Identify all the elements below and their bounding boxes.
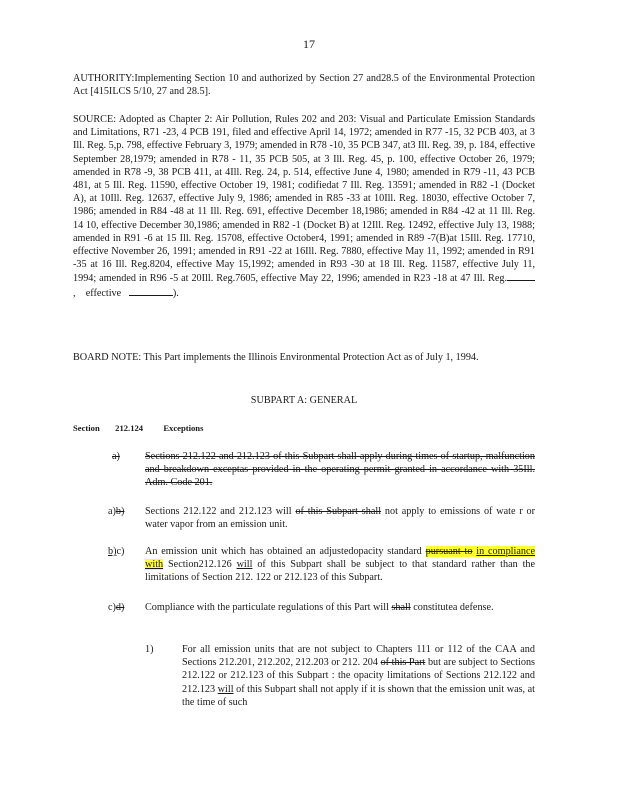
item-c-label-old: c) bbox=[116, 546, 125, 557]
item-a-label: a) bbox=[112, 451, 120, 462]
section-title: Exceptions bbox=[163, 423, 204, 433]
source-effective: effective bbox=[85, 287, 122, 299]
item-1-label: 1) bbox=[145, 644, 154, 655]
item-d-strike: shall bbox=[391, 602, 411, 613]
authority-paragraph: AUTHORITY:Implementing Section 10 and authorized by Section 27 and28.5 of the Environmental Protection Act [415ILCS 5/10, 27 and 28.5]. bbox=[73, 73, 535, 98]
item-d-label-old: d) bbox=[115, 602, 125, 613]
item-d-text-1: Compliance with the particulate regulations of this Part will bbox=[145, 602, 389, 613]
item-d-text bbox=[145, 601, 535, 614]
item-1-text-3: of this Subpart shall not apply if it is shown that the emission unit was, at the time of such bbox=[182, 683, 536, 708]
item-c-text-3: of this Subpart shall be subject to that standard rather than the limitations of Section 212. 122 or 212.123 of this Subpart. bbox=[145, 559, 536, 584]
item-c-text bbox=[145, 545, 535, 585]
item-b-text-1: Sections 212.122 and 212.123 will bbox=[145, 506, 292, 517]
item-c-text-1: An emission unit which has obtained an adjustedopacity standard bbox=[145, 546, 422, 557]
item-b-text-2: not apply to emissions of wate r or water vapor from an emission unit. bbox=[145, 506, 536, 531]
item-c-label bbox=[108, 545, 124, 558]
item-1-text bbox=[182, 643, 535, 709]
item-1-text-1: For all emission units that are not subject to Chapters 111 or 112 of the CAA and Sections 212.201, 212.202, 212.203 or 212. 204 bbox=[182, 644, 535, 669]
source-end: ). bbox=[172, 287, 179, 299]
item-c-label-new: b) bbox=[108, 546, 117, 557]
item-d-text-2: constitutea defense. bbox=[413, 602, 494, 613]
page-number: 17 bbox=[303, 37, 315, 51]
item-1-text-2: but are subject to Sections 212.122 or 212.123 of this Subpart : the opacity limitations of Sections 212.122 and 212.123 bbox=[182, 657, 535, 695]
item-b-label-new: a) bbox=[108, 506, 116, 517]
item-1-will: will bbox=[217, 683, 234, 695]
source-comma: , bbox=[73, 287, 76, 299]
item-d-label bbox=[108, 601, 124, 614]
item-b-label-old: b) bbox=[115, 506, 125, 517]
item-c-highlight-inserted: in compliance with bbox=[145, 546, 535, 571]
item-c-will: will bbox=[236, 559, 253, 571]
item-b-label bbox=[108, 505, 124, 518]
item-c-text-2: Section212.126 bbox=[168, 559, 232, 571]
item-b-text bbox=[145, 505, 535, 531]
section-label: Section bbox=[73, 423, 100, 433]
item-c-highlight-struck: pursuant to in compliance with bbox=[145, 546, 535, 571]
subpart-heading: SUBPART A: GENERAL bbox=[250, 395, 358, 406]
blank-reg bbox=[507, 271, 535, 281]
section-number: 212.124 bbox=[115, 423, 144, 433]
source-paragraph bbox=[73, 113, 535, 300]
item-1-strike: of this Part bbox=[380, 657, 426, 669]
section-heading bbox=[73, 423, 203, 433]
item-d-label-new: c) bbox=[108, 602, 116, 613]
source-text: SOURCE: Adopted as Chapter 2: Air Pollution, Rules 202 and 203: Visual and Particulate Emission Standards and Limitations, R71 -23, 4 PCB 191, filed and effective April 14, 1972; amended in R77 -15, 32 PCB 403, at 3 Ill. Reg. 5,p. 798, effective February 3, 1979; amended in R78 -10, 35 PCB 347, at3 Ill. Reg. 39, p. 184, effective September 28,1979; amended in R78 - 11, 35 PCB 505, at 3 Ill. Reg. 45, p. 100, effective October 26, 1979; amended in R78 -9, 38 PCB 411, at 4Ill. Reg. 24, p. 514, effective June 4, 1980; amended in R79 -11, 43 PCB 481, at 5 Ill. Reg. 11590, effective October 19, 1981; codifiedat 7 Ill. Reg. 13591; amended in R82 -1 (Docket A), at 10Ill. Reg. 12637, effective July 9, 1986; amended in R85 -33 at 10Ill. Reg. 18030, effective October 7, 1986; amended in R84 -48 at 11 Ill. Reg. 691, effective December 18,1986; amended in R84 -42 at 11 Ill. Reg. 14 10, effective December 30,1986; amended in R82 -1 (Docket B) at 12Ill. Reg. 12492, effective July 13, 1988; amended in R91 -6 at 15 Ill. Reg. 15708, effective October4, 1991; amended in R89 -7(B)at 15Ill. Reg. 17710, effective November 26, 1991; amended in R91 -22 at 16Ill. Reg. 7880, effective May 11, 1992; amended in R91 -35 at 16 Ill. Reg.8204, effective May 15,1992; amended in R93 -30 at 18 Ill. Reg. 11587, effective July 11, 1994; amended in R96 -5 at 20Ill. Reg.7605, effective May 22, 1996; amended in R23 -18 at 47 Ill. Reg. bbox=[73, 114, 535, 285]
item-a-text: Sections 212.122 and 212.123 of this Subpart shall apply during times of startup, malfunction and breakdown exceptas provided in the operating permit granted in accordance with 35Ill. Adm. Code 201. bbox=[145, 451, 535, 489]
board-note: BOARD NOTE: This Part implements the Illinois Environmental Protection Act as of July 1, 1994. bbox=[73, 352, 479, 363]
item-b-strike: of this Subpart shall bbox=[295, 506, 382, 517]
blank-date bbox=[129, 286, 173, 296]
